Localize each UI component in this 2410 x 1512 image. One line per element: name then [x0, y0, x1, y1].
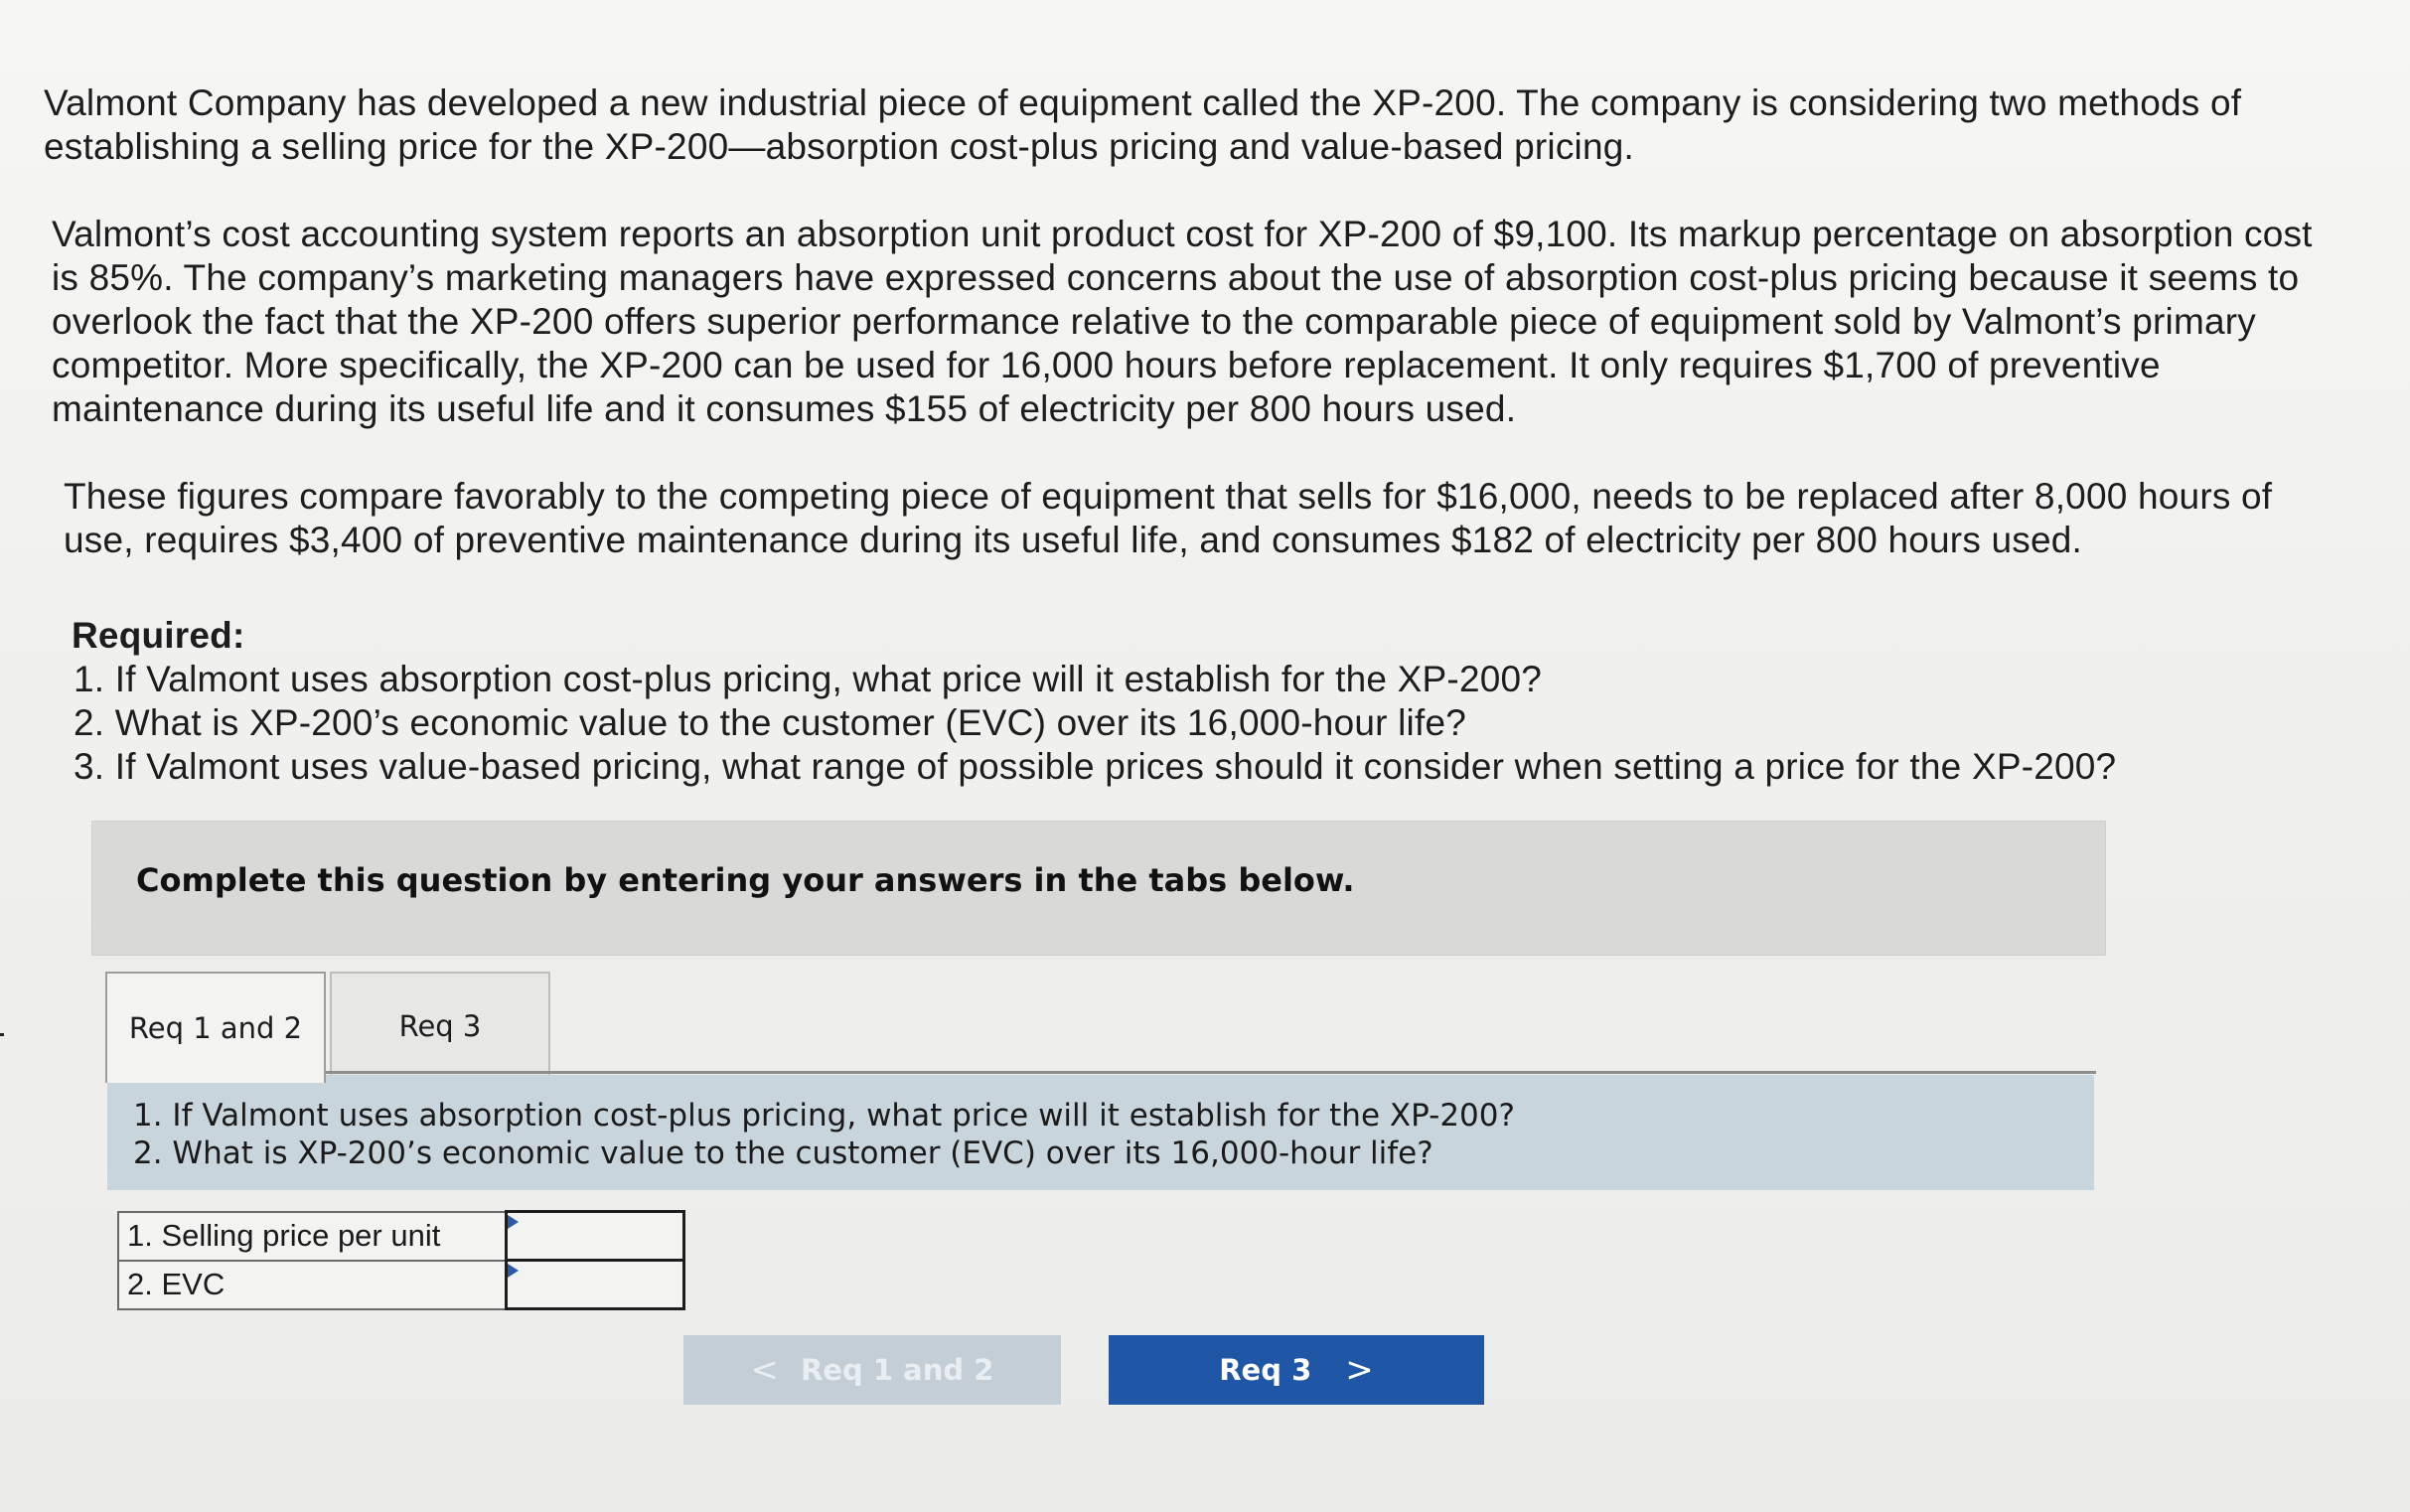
- problem-text: [44, 81, 2348, 789]
- row-label-evc: 2. EVC: [118, 1261, 507, 1309]
- required-list: [72, 658, 2348, 789]
- selling-price-input[interactable]: [508, 1213, 682, 1259]
- row-label-selling-price: 1. Selling price per unit: [118, 1212, 507, 1261]
- chevron-left-icon: <: [750, 1350, 780, 1390]
- answer-cell: [507, 1261, 684, 1309]
- required-item: 2. What is XP-200’s economic value to the customer (EVC) over its 16,000-hour life?: [74, 702, 1467, 743]
- tab-divider: [105, 1071, 2096, 1074]
- problem-paragraph-3: These figures compare favorably to the competing piece of equipment that sells for $16,000, needs to be replaced after 8,000 hours of use, requires $3,400 of preventive maintenance during its useful life, and consumes $182 of electricity per 800 hours used.: [64, 476, 2273, 560]
- prev-button-label: Req 1 and 2: [801, 1353, 994, 1387]
- instructions-banner: [91, 821, 2106, 956]
- required-section: [44, 614, 2348, 789]
- tab-req-3[interactable]: [330, 972, 550, 1079]
- next-button[interactable]: [1109, 1335, 1484, 1405]
- table-row: [118, 1212, 684, 1261]
- answer-cell: [507, 1212, 684, 1261]
- question-line: 1. If Valmont uses absorption cost-plus pricing, what price will it establish for the XP-200?: [133, 1098, 1515, 1134]
- prev-button[interactable]: [683, 1335, 1061, 1405]
- chevron-right-icon: >: [1345, 1350, 1374, 1390]
- problem-paragraph-2: Valmont’s cost accounting system reports an absorption unit product cost for XP-200 of $9,100. Its markup percentage on absorption cost is 85%. The company’s marketing managers have expressed concerns about the use of absorption cost-plus pricing because it seems to overlook the fact that the XP-200 offers superior performance relative to the comparable piece of equipment sold by Valmont’s primary competitor. More specifically, the XP-200 can be used for 16,000 hours before replacement. It only requires $1,700 of preventive maintenance during its useful life and it consumes $155 of electricity per 800 hours used.: [52, 214, 2313, 429]
- question-box: [107, 1075, 2094, 1190]
- required-item: 3. If Valmont uses value-based pricing, what range of possible prices should it consider when setting a price for the XP-200?: [74, 746, 2117, 787]
- answer-table: [117, 1210, 685, 1310]
- required-item: 1. If Valmont uses absorption cost-plus pricing, what price will it establish for the XP-200?: [74, 659, 1543, 699]
- problem-paragraph-1: Valmont Company has developed a new industrial piece of equipment called the XP-200. The company is considering two methods of establishing a selling price for the XP-200—absorption cost-plus pricing and value-based pricing.: [44, 82, 2242, 167]
- tab-req-1-and-2[interactable]: [105, 972, 326, 1083]
- evc-input[interactable]: [508, 1262, 682, 1307]
- question-line: 2. What is XP-200’s economic value to the customer (EVC) over its 16,000-hour life?: [133, 1135, 1433, 1171]
- edge-marker: [0, 1033, 4, 1036]
- required-heading: Required:: [72, 615, 245, 656]
- instructions-text: Complete this question by entering your answers in the tabs below.: [136, 861, 1355, 899]
- next-button-label: Req 3: [1219, 1353, 1312, 1387]
- tab-label: Req 1 and 2: [128, 1011, 303, 1045]
- table-row: [118, 1261, 684, 1309]
- tab-label: Req 3: [398, 1009, 482, 1043]
